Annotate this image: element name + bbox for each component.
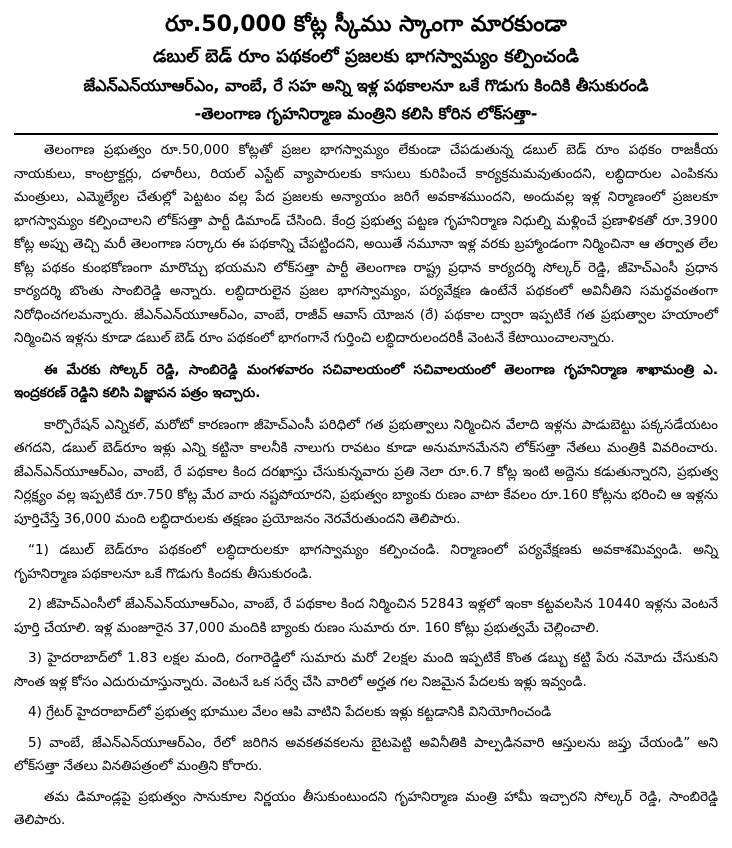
paragraph-2: ఈ మేరకు సోల్కర్ రెడ్డి, సాంబిరెడ్డి మంగళవారం సచివాలయంలో సచివాలయంలో తెలంగాణ గృహనిర్మాణ శాఖామంత్రి ఎ. ఇంద్రకరణ్ రెడ్డిని కలిసి విజ్ఞాపన పత్రం ఇచ్చారు. xyxy=(14,361,718,401)
article-body xyxy=(14,139,718,833)
demand-item-5: 5) వాంబే, జేఎన్‌ఎన్‌యూఆర్ఎం, రేలో జరిగిన అవకతవకలను బైటపెట్టి అవినీతికి పాల్పడినవారి ఆస్తులను జప్తు చేయండి” అని లోక్‌సత్తా నేతలు వినతిపత్రంలో మంత్రిని కోరారు. xyxy=(14,734,718,774)
paragraph-4: తమ డిమాండ్లపై ప్రభుత్వం సానుకూల నిర్ణయం తీసుకుంటుందని గృహనిర్మాణ మంత్రి హామీ ఇచ్చారని సోల్కర్ రెడ్డి, సాంబిరెడ్డి తెలిపారు. xyxy=(14,788,718,828)
headline-line-1: రూ.50,000 కోట్ల స్కీము స్కాంగా మారకుండా xyxy=(165,12,567,37)
headline-block xyxy=(14,8,718,127)
headline-line-3: జేఎన్‌ఎన్‌యూఆర్ఎం, వాంబే, రే సహ అన్ని ఇళ్ల పథకాలనూ ఒకే గొడుగు కిందికి తీసుకురండి xyxy=(83,76,649,95)
demand-item-4: 4) గ్రేటర్ హైదరాబాద్‌లో ప్రభుత్వ భూముల వేలం ఆపి వాటిని పేదలకు ఇళ్లు కట్టడానికి వినియోగించండి xyxy=(28,704,552,720)
demand-item-1: “1) డబుల్ బెడ్‌రూం పథకంలో లబ్ధిదారులకూ భాగస్వామ్యం కల్పించండి. నిర్మాణంలో పర్యవేక్షణకు అవకాశమివ్వండి. అన్ని గృహనిర్మాణ పథకాలనూ ఒకే గొడుగు కిందకు తీసుకురండి. xyxy=(14,542,718,582)
paragraph-3: కార్పొరేషన్ ఎన్నికల్, మరోటో కారణంగా జీహెచ్ఎంసీ పరిధిలో గత ప్రభుత్వాలు నిర్మించిన వేలాది ఇళ్లను పాడుబెట్టు పక్కసడేయటం తగదని, డబుల్ బెడ్‌రూం ఇళ్లు ఎన్ని కట్టినా కాలనీకి నాలుగు రావటం కూడా అనుమానమేనని లోక్‌సత్తా నేతలు మంత్రికి వివరించారు. జేఎన్‌ఎన్‌యూఆర్ఎం, వాంబే, రే పథకాల కింద దరఖాస్తు చేసుకున్నవారు ప్రతి నెలా రూ.6.7 కోట్ల ఇంటి అద్దెను కడుతున్నారని, ప్రభుత్వ నిర్లక్ష్యం వల్ల ఇప్పటికే రూ.750 కోట్ల మేర వారు నష్టపోయారని, ప్రభుత్వం బ్యాంకు రుణం వాటా కేవలం రూ.160 కోట్లను భరించి ఆ ఇళ్లను పూర్తిచేస్తే 36,000 మంది లబ్ధిదారులకు తక్షణం ప్రయోజనం నెరవేరుతుందని తెలిపారు. xyxy=(14,416,718,527)
demand-item-3: 3) హైదరాబాద్‌లో 1.83 లక్షల మంది, రంగారెడ్డిలో సుమారు మరో 2లక్షల మంది ఇప్పటికే కొంత డబ్బు కట్టి పేరు నమోదు చేసుకుని సొంత ఇళ్ల కోసం ఎదురుచూస్తున్నారు. వెంటనే ఒక సర్వే చేసి వారిలో అర్హత గల నిజమైన పేదలకు ఇళ్లు ఇవ్వండి. xyxy=(14,650,718,690)
divider xyxy=(14,133,718,135)
headline-line-2: డబుల్ బెడ్ రూం పథకంలో ప్రజలకు భాగస్వామ్యం కల్పించండి xyxy=(153,46,579,67)
paragraph-1: తెలంగాణ ప్రభుత్వం రూ.50,000 కోట్లతో ప్రజల భాగస్వామ్యం లేకుండా చేపడుతున్న డబుల్ బెడ్ రూం పథకం రాజకీయ నాయకులు, కాంట్రాక్టర్లు, దళారీలు, రియల్ ఎస్టేట్ వ్యాపారులకు కాసులు కురిపించే కార్యక్రమమవుతుందని, లబ్ధిదారుల ఎంపికను మంత్రులు, ఎమ్మెల్యేల చేతుల్లో పెట్టటం వల్ల పేద ప్రజలకు అన్యాయం జరిగే అవకాశముందని, అందువల్ల ఇళ్ల నిర్మాణంలో ప్రజలకూ భాగస్వామ్యం కల్పించాలని లోక్‌సత్తా పార్టీ డిమాండ్ చేసింది. కేంద్ర ప్రభుత్వ పట్టణ గృహనిర్మాణ నిధుల్ని మళ్లించే ప్రణాళికతో రూ.3900 కోట్ల అప్పు తెచ్చి మరీ తెలంగాణ సర్కారు ఈ పథకాన్ని చేపట్టిందని, అయితే నమూనా ఇళ్ల వరకు బ్రహ్మాండంగా నిర్మించినా ఆ తర్వాత లేల కోట్ల పథకం కుంభకోణంగా మారొచ్చు భయమని లోక్‌సత్తా పార్టీ తెలంగాణ రాష్ట్ర ప్రధాన కార్యదర్శి సోల్కర్ రెడ్డి, జీహెచ్ఎంసీ ప్రధాన కార్యదర్శి బొంతు సాంబిరెడ్డి అన్నారు. లబ్ధిదారులైన ప్రజల భాగస్వామ్యం, పర్యవేక్షణ ఉంటేనే పథకంలో అవినీతిని సమర్థవంతంగా నిరోధించగలమన్నారు. జేఎన్‌ఎన్‌యూఆర్ఎం, వాంబే, రాజీవ్ ఆవాస్ యోజన (రే) పథకాల ద్వారా ఇప్పటికే గత ప్రభుత్వాల హయాంలో నిర్మించిన ఇళ్లను కూడా డబుల్ బెడ్ రూం పథకంలో భాగంగానే గుర్తించి లబ్ధిదారులందరికీ వెంటనే కేటాయించాలన్నారు. xyxy=(14,142,718,346)
headline-line-4: -తెలంగాణ గృహనిర్మాణ మంత్రిని కలిసి కోరిన లోక్‌సత్తా- xyxy=(194,104,538,123)
demand-item-2: 2) జీహెచ్ఎంసీలో జేఎన్‌ఎన్‌యూఆర్ఎం, వాంబే, రే పథకాల కింద నిర్మించిన 52843 ఇళ్లలో ఇంకా కట్టవలసిన 10440 ఇళ్లను వెంటనే పూర్తి చేయాలి. ఇళ్ల మంజూరైన 37,000 మందికి బ్యాంకు రుణం సుమారు రూ. 160 కోట్లు ప్రభుత్వమే చెల్లించాలి. xyxy=(14,596,718,636)
